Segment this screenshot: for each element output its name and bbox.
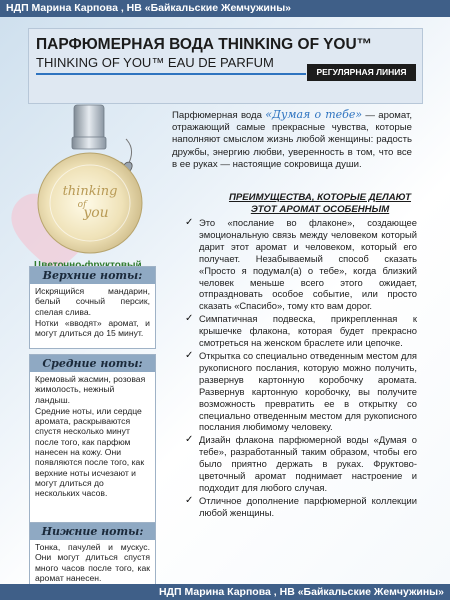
note-line: Тонка, пачулей и мускус. Они могут длиться спустя много часов после того, как аромат нанесен. (35, 542, 150, 583)
advantages-heading: ПРЕИМУЩЕСТВА, КОТОРЫЕ ДЕЛАЮТ ЭТОТ АРОМАТ ОСОБЕННЫМ (228, 192, 412, 215)
list-item (187, 217, 417, 312)
checkmark-icon: ✓ (185, 434, 194, 446)
bottom-banner: НДП Марина Карпова , НВ «Байкальские Жемчужины» (0, 584, 450, 600)
list-item (187, 350, 417, 433)
advantage-text: Это «послание во флаконе», создающее эмоциональную связь между человеком который дарит этот аромат и человеком, который его получает. Незабываемый способ сказать «Просто я подумал(а) о тебе», когда близкий человек меньше всего этого ожидает, отпраздновать особое событие, или просто сказать «Спасибо», тому кто вам дорог. (199, 217, 417, 312)
note-line: Средние ноты, или сердце аромата, раскрываются спустя несколько минут после того, как парфюм нанесен на кожу. Они появляются после того, как верхние ноты исчезают и могут длиться до нескольких часов. (35, 405, 145, 499)
intro-highlight: «Думая о тебе» (265, 108, 363, 121)
intro-paragraph (172, 109, 412, 171)
intro-text-before: Парфюмерная вода (172, 110, 266, 121)
top-notes-heading: Верхние ноты: (30, 267, 155, 284)
middle-notes-box (29, 354, 156, 524)
base-notes-heading: Нижние ноты: (30, 523, 155, 540)
advantage-text: Дизайн флакона парфюмерной воды «Думая о тебе», разработанный таким образом, чтобы его было приятно держать в руках. Фруктово-цветочный аромат поднимает настроение и подходит для любого случая. (199, 434, 417, 493)
advantage-text: Открытка со специально отведенным местом для рукописного послания, которую можно получить, развернув картонную коробочку аромата. Развернув картонную коробочку, вы получите возможность превратить ее в открытку со специально отведенным местом для рукописного послания любимому человеку. (199, 349, 417, 433)
perfume-bottle-image (30, 103, 170, 258)
list-item (187, 434, 417, 494)
product-subtitle: THINKING OF YOU™ EAU DE PARFUM (36, 55, 274, 70)
middle-notes-heading: Средние ноты: (30, 355, 155, 372)
advantage-text: Симпатичная подвеска, прикрепленная к крышечке флакона, которая будет прекрасно смотреться на женском браслете или цепочке. (199, 313, 417, 349)
bottle-script-1: thinking (62, 184, 118, 199)
advantages-list (187, 217, 417, 520)
checkmark-icon: ✓ (185, 349, 194, 361)
middle-notes-body (30, 372, 155, 502)
checkmark-icon: ✓ (185, 217, 194, 228)
checkmark-icon: ✓ (185, 494, 194, 506)
list-item (187, 495, 417, 519)
note-line: Нотки «вводят» аромат, и могут длиться до 15 минут. (35, 317, 150, 339)
base-notes-body (30, 540, 155, 584)
title-divider (36, 73, 306, 75)
top-notes-body (30, 284, 155, 341)
note-line: Кремовый жасмин, розовая жимолость, нежный ландыш. (35, 374, 146, 405)
intro-text-after: — аромат, отражающий самые прекрасные чувства, которые наполняют смыслом жизнь любой женщины: радость дружбы, энергию любви, уверенность в том, что все в ее руках — настоящие сокровища души. (172, 110, 413, 170)
top-banner: НДП Марина Карпова , НВ «Байкальские Жемчужины» (0, 0, 450, 17)
bottle-script-3: you (83, 205, 109, 221)
base-notes-box (29, 522, 156, 584)
line-badge: РЕГУЛЯРНАЯ ЛИНИЯ (307, 64, 416, 81)
product-page (0, 17, 450, 584)
top-notes-box (29, 266, 156, 349)
advantage-text: Отличное дополнение парфюмерной коллекции любой женщины. (199, 494, 417, 518)
product-title: ПАРФЮМЕРНАЯ ВОДА THINKING OF YOU™ (36, 36, 373, 53)
list-item (187, 313, 417, 349)
checkmark-icon: ✓ (185, 313, 194, 325)
bottle-script-2: of (77, 200, 87, 210)
note-line: Искрящийся мандарин, белый сочный персик, спелая слива. (35, 286, 150, 317)
